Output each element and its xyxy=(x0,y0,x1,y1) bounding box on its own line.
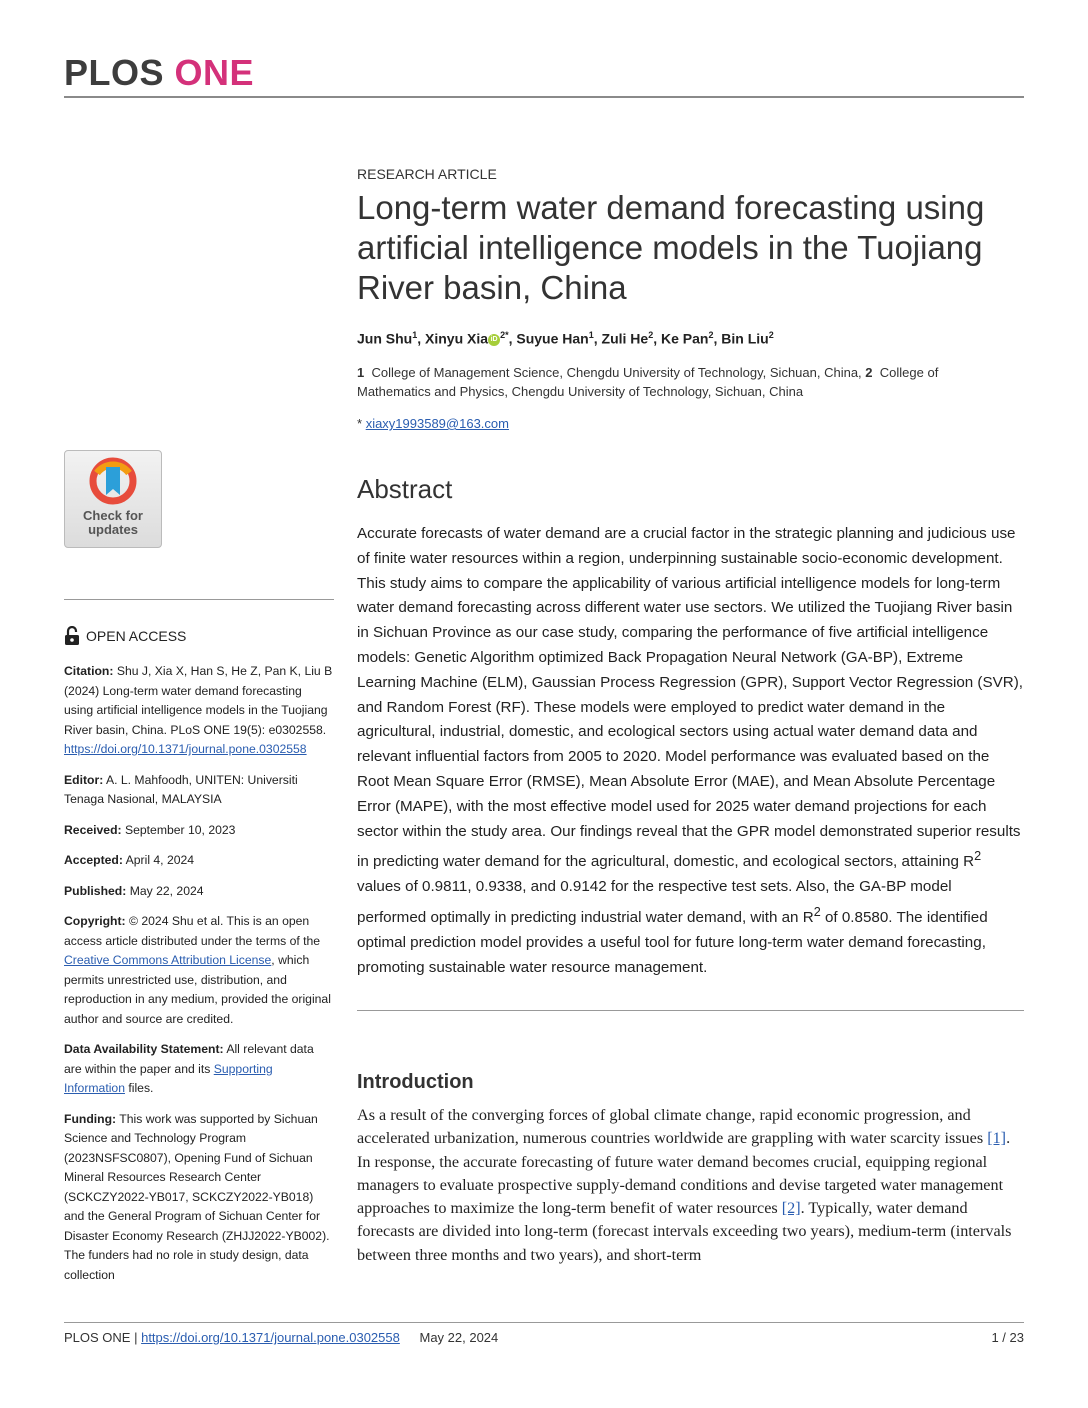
author-name: Jun Shu xyxy=(357,330,413,347)
copyright-text-end: , which permits unrestricted use, distribution, and reproduction in any medium, provided the original author and source are credited. xyxy=(64,953,331,1026)
bookmark-ring-icon xyxy=(87,457,139,509)
check-for-updates-badge[interactable] xyxy=(64,450,162,548)
sidebar-divider xyxy=(64,599,334,600)
orcid-icon[interactable]: iD xyxy=(488,334,500,346)
published-date: May 22, 2024 xyxy=(129,883,204,898)
citation-label: Citation: xyxy=(64,664,114,678)
email-link[interactable]: xiaxy1993589@163.com xyxy=(365,416,509,431)
accepted-block xyxy=(64,851,334,871)
author-separator: , xyxy=(417,330,426,347)
copyright-text: © 2024 Shu et al. This is an open access article distributed under the terms of the xyxy=(64,914,321,948)
article-metadata-sidebar xyxy=(64,662,334,1296)
footer-doi-link[interactable]: https://doi.org/10.1371/journal.pone.0302558 xyxy=(141,1330,400,1345)
citation-text: Shu J, Xia X, Han S, He Z, Pan K, Liu B (2024) Long-term water demand forecasting using artificial intelligence models in the Tuojiang River basin, China. PLoS ONE 19(5): e0302558. xyxy=(64,664,333,737)
correspondence-marker: * xyxy=(357,416,363,431)
author-separator: , xyxy=(713,330,722,347)
published-label: Published: xyxy=(64,883,127,898)
check-line1: Check for xyxy=(83,508,143,523)
author-separator: , xyxy=(593,330,602,347)
editor-text: A. L. Mahfoodh, UNITEN: Universiti Tenaga Nasional, MALAYSIA xyxy=(64,772,298,806)
open-access-text: OPEN ACCESS xyxy=(86,628,187,644)
logo-plos-text: PLOS xyxy=(64,52,165,93)
intro-part: . In response, the accurate forecasting of future water demand becomes crucial, equipping regional managers to evaluate prospective supply-demand conditions and devise targeted water management approaches to maximize the long-term benefit of water resources xyxy=(357,1129,1011,1218)
editor-label: Editor: xyxy=(64,772,104,787)
affiliation-text: College of Mathematics and Physics, Chengdu University of Technology, Sichuan, China xyxy=(357,365,939,399)
footer-date: May 22, 2024 xyxy=(419,1330,499,1345)
received-date: September 10, 2023 xyxy=(124,822,236,837)
abstract-text xyxy=(357,522,1025,980)
affiliation-number: 1 xyxy=(357,365,365,380)
author-affiliation-sup: 1 xyxy=(588,330,594,340)
copyright-label: Copyright: xyxy=(64,914,126,928)
author-affiliation-sup: 2 xyxy=(708,330,714,340)
article-type: RESEARCH ARTICLE xyxy=(357,166,497,182)
page-footer xyxy=(64,1330,498,1345)
superscript: 2 xyxy=(974,849,982,864)
funding-text: This work was supported by Sichuan Science and Technology Program (2023NSFSC0807), Opening Fund of Sichuan Mineral Resources Research Center (SCKCZY2022-YB017, SCKCZY2022-YB018) and the General Program of Sichuan Center for Disaster Economy Research (ZHJJ2022-YB002). The funders had no role in study design, data collection xyxy=(64,1111,330,1282)
abstract-part: values of 0.9811, 0.9338, and 0.9142 for the respective test sets. Also, the GA-BP model performed optimally in predicting industrial water demand, with an R xyxy=(357,878,952,927)
footer-divider xyxy=(64,1322,1024,1323)
author-list xyxy=(357,330,774,347)
reference-link[interactable]: [1] xyxy=(987,1129,1007,1148)
author-name: Suyue Han xyxy=(516,330,589,347)
open-access-label xyxy=(64,626,186,646)
received-block xyxy=(64,821,334,841)
article-title: Long-term water demand forecasting using artificial intelligence models in the Tuojiang River basin, China xyxy=(357,189,985,306)
data-availability-text: All relevant data are within the paper and its xyxy=(64,1042,314,1076)
reference-link[interactable]: [2] xyxy=(781,1199,801,1218)
author-affiliation-sup: 2* xyxy=(500,330,509,340)
author-name: Ke Pan xyxy=(660,330,709,347)
affiliation-number: 2 xyxy=(865,365,873,380)
abstract-part: of 0.8580. The identified optimal prediction model provides a useful tool for future long-term water demand forecasting, promoting sustainable water resource management. xyxy=(357,909,988,976)
funding-label: Funding: xyxy=(64,1111,117,1126)
author-affiliation-sup: 2 xyxy=(648,330,654,340)
page-number: 1 / 23 xyxy=(991,1330,1024,1345)
affiliation-text: College of Management Science, Chengdu University of Technology, Sichuan, China, xyxy=(371,365,862,380)
intro-part: As a result of the converging forces of global climate change, rapid economic progression, and accelerated urbanization, numerous countries worldwide are grappling with water scarcity issues xyxy=(357,1106,988,1148)
author-name: Bin Liu xyxy=(721,330,769,347)
license-link[interactable]: Creative Commons Attribution License xyxy=(64,953,272,967)
footer-journal: PLOS ONE | xyxy=(64,1330,138,1345)
editor-block xyxy=(64,771,334,810)
supporting-information-link[interactable]: Supporting Information xyxy=(64,1061,273,1095)
correspondence xyxy=(357,416,509,431)
published-block xyxy=(64,882,334,902)
author-name: Zuli He xyxy=(601,330,649,347)
superscript: 2 xyxy=(813,905,821,920)
introduction-heading: Introduction xyxy=(357,1071,474,1093)
author-affiliation-sup: 2 xyxy=(768,330,774,340)
affiliations xyxy=(357,363,997,401)
citation-block xyxy=(64,662,334,760)
data-availability-label: Data Availability Statement: xyxy=(64,1042,224,1056)
received-label: Received: xyxy=(64,822,122,837)
author-separator: , xyxy=(653,330,661,347)
intro-part: . Typically, water demand forecasts are divided into long-term (forecast intervals exceeding two years), medium-term (intervals between three months and two years), and short-term xyxy=(357,1199,1012,1264)
abstract-divider xyxy=(357,1010,1024,1011)
check-for-updates-text xyxy=(65,509,161,537)
data-availability-text-end: files. xyxy=(128,1081,154,1095)
abstract-heading: Abstract xyxy=(357,474,453,504)
accepted-label: Accepted: xyxy=(64,853,123,867)
logo-one-text: ONE xyxy=(174,52,255,93)
citation-doi-link[interactable]: https://doi.org/10.1371/journal.pone.0302558 xyxy=(64,742,307,756)
author-name: Xinyu Xia xyxy=(425,330,489,347)
accepted-date: April 4, 2024 xyxy=(125,853,195,867)
journal-logo xyxy=(64,52,254,94)
funding-block xyxy=(64,1110,334,1286)
open-lock-icon xyxy=(64,626,80,646)
header-divider xyxy=(64,96,1024,98)
data-availability-block xyxy=(64,1040,334,1099)
introduction-text xyxy=(357,1104,1027,1267)
copyright-block xyxy=(64,912,334,1029)
check-line2: updates xyxy=(88,522,138,537)
author-affiliation-sup: 1 xyxy=(412,330,418,340)
author-separator: , xyxy=(508,330,517,347)
abstract-part: Accurate forecasts of water demand are a crucial factor in the strategic planning and judicious use of finite water resources within a region, underpinning sustainable socio-economic development. This study aims to compare the applicability of various artificial intelligence models for long-term water demand forecasting across different water use sectors. We utilized the Tuojiang River basin in Sichuan Province as our case study, comparing the performance of five artificial intelligence models: Genetic Algorithm optimized Back Propagation Neural Network (GA-BP), Extreme Learning Machine (ELM), Gaussian Process Regression (GPR), Support Vector Regression (SVR), and Random Forest (RF). These models were employed to predict water demand in the agricultural, industrial, domestic, and ecological sectors using actual water demand data and relevant influential factors from 2005 to 2020. Model performance was evaluated based on the Root Mean Square Error (RMSE), Mean Absolute Error (MAE), and Mean Absolute Percentage Error (MAPE), with the most effective model used for 2025 water demand projections for each sector within the study area. Our findings reveal that the GPR model demonstrated superior results in predicting water demand for the agricultural, domestic, and ecological sectors, attaining R xyxy=(357,525,1023,871)
